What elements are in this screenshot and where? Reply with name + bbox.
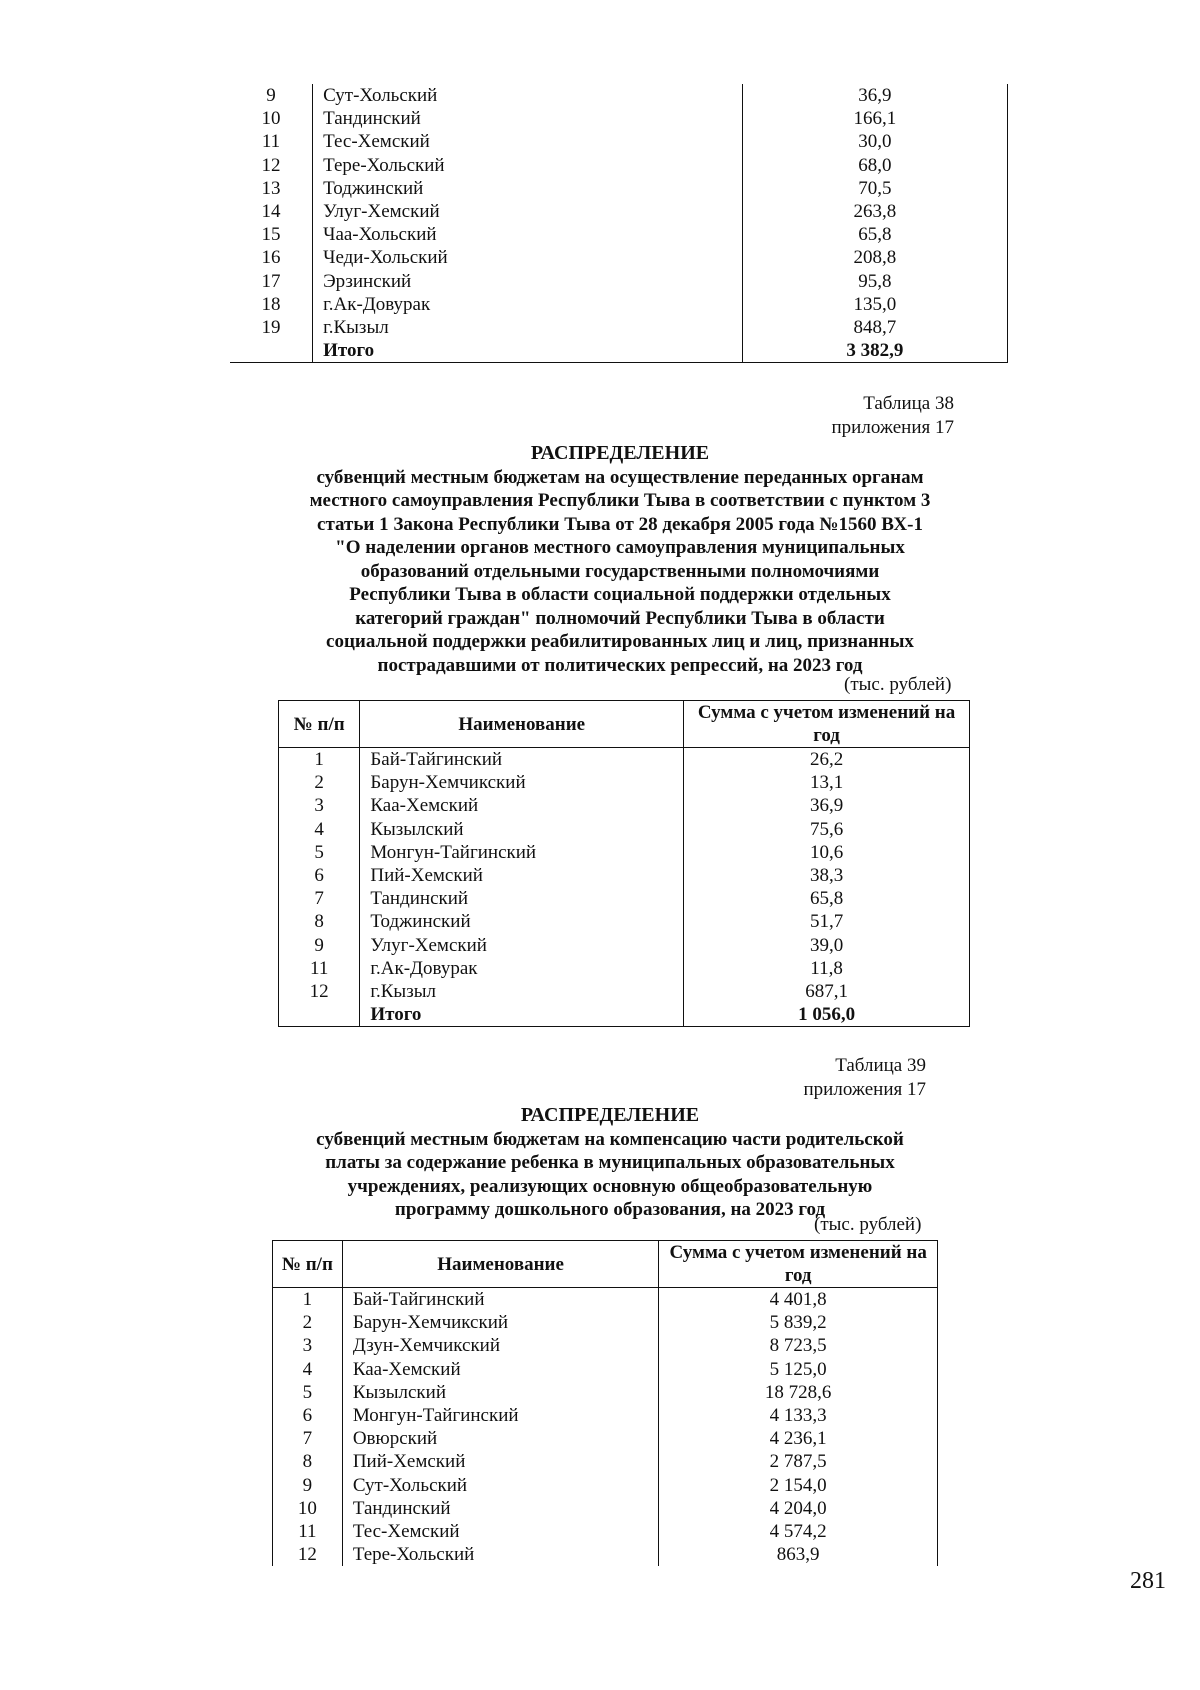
- continuation-row-number: 10: [261, 108, 281, 130]
- table38-row: [279, 794, 970, 817]
- table38-caption-number: Таблица 38: [863, 393, 954, 414]
- table38-subtitle-line: социальной поддержки реабилитированных лиц и лиц, признанных: [326, 631, 914, 652]
- table39-row-name: Кызылский: [342, 1381, 659, 1404]
- table39-row: [273, 1381, 938, 1404]
- table38-row-number: 3: [279, 794, 360, 817]
- continuation-row-value: 65,8: [742, 223, 1007, 246]
- table38-row-number: 12: [279, 980, 360, 1003]
- table39-row-value: 5 125,0: [659, 1358, 938, 1381]
- table39-row-number: 12: [273, 1543, 343, 1566]
- table38-row-value: 38,3: [809, 864, 844, 886]
- continuation-row: [230, 223, 1008, 246]
- table39-caption-appendix: приложения 17: [803, 1079, 926, 1100]
- table39-row: [273, 1450, 938, 1473]
- table39-body: [273, 1288, 938, 1567]
- page-number: 281: [1130, 1568, 1166, 1594]
- table38-row-name: г.Ак-Довурак: [360, 957, 684, 980]
- table39-row-value: 4 236,1: [659, 1427, 938, 1450]
- table39-row-name: Бай-Тайгинский: [342, 1288, 659, 1312]
- table39-row-number: 11: [273, 1520, 343, 1543]
- continuation-row-number: 18: [261, 293, 281, 315]
- table38-row: [279, 887, 970, 910]
- table39-row-name: Дзун-Хемчикский: [342, 1334, 659, 1357]
- table38-row-name: Каа-Хемский: [360, 794, 684, 817]
- continuation-total-row: [230, 339, 1008, 363]
- table38-row-number: 7: [279, 887, 360, 910]
- table39-row-value: 4 204,0: [659, 1497, 938, 1520]
- table39-row-number: 9: [273, 1474, 343, 1497]
- table39-row-name: Тес-Хемский: [342, 1520, 659, 1543]
- continuation-row-value: 95,8: [742, 270, 1007, 293]
- continuation-row-number: 15: [261, 224, 281, 246]
- continuation-row-name: Эрзинский: [313, 270, 743, 293]
- table38-total-empty: [279, 1003, 360, 1027]
- table39-caption-number: Таблица 39: [835, 1055, 926, 1076]
- table38-row-value: 26,2: [809, 749, 844, 770]
- table38-header-name: Наименование: [360, 701, 684, 748]
- continuation-row: [230, 154, 1008, 177]
- table39-row: [273, 1543, 938, 1566]
- table38-row: [279, 841, 970, 864]
- continuation-row-name: Сут-Хольский: [313, 84, 743, 107]
- continuation-row-value: 30,0: [742, 130, 1007, 153]
- continuation-row-name: г.Ак-Довурак: [313, 293, 743, 316]
- continuation-row: [230, 200, 1008, 223]
- table39-row-number: 8: [273, 1450, 343, 1473]
- continuation-row-number: 19: [261, 316, 281, 338]
- table38-row-name: Тандинский: [360, 887, 684, 910]
- table39-row-value: 18 728,6: [659, 1381, 938, 1404]
- table38-header-number: № п/п: [279, 701, 360, 748]
- continuation-row: [230, 246, 1008, 269]
- table39-row-number: 10: [273, 1497, 343, 1520]
- table38-row-name: Пий-Хемский: [360, 864, 684, 887]
- table39-row-name: Каа-Хемский: [342, 1358, 659, 1381]
- table38-row-number: 8: [279, 910, 360, 933]
- table39: [272, 1240, 938, 1566]
- table38-total-label: Итого: [360, 1003, 684, 1027]
- table38-subtitle-line: субвенций местным бюджетам на осуществление переданных органам: [316, 466, 924, 488]
- table38-subtitle-line: "О наделении органов местного самоуправления муниципальных: [335, 537, 905, 558]
- table38-header-row: [279, 701, 970, 748]
- table38-row-number: 11: [279, 957, 360, 980]
- table39-row-name: Тере-Хольский: [342, 1543, 659, 1566]
- table39-row-number: 5: [273, 1381, 343, 1404]
- table38-row-number: 5: [279, 841, 360, 864]
- table38-caption: [832, 392, 954, 440]
- table39-row-number: 6: [273, 1404, 343, 1427]
- table38-subtitle-line: Республики Тыва в области социальной поддержки отдельных: [349, 584, 891, 605]
- continuation-row: [230, 293, 1008, 316]
- table39-header-row: [273, 1241, 938, 1288]
- table38-total-row: [279, 1003, 970, 1027]
- table39-row: [273, 1288, 938, 1312]
- continuation-row-number: 12: [261, 154, 281, 176]
- continuation-row-value: 70,5: [742, 177, 1007, 200]
- continuation-row: [230, 84, 1008, 107]
- continuation-total-label: Итого: [313, 339, 743, 363]
- continuation-row-name: Тандинский: [313, 107, 743, 130]
- table39-row: [273, 1474, 938, 1497]
- table38-title: РАСПРЕДЕЛЕНИЕ: [530, 442, 710, 464]
- table38-row: [279, 864, 970, 887]
- table38-units: (тыс. рублей): [844, 674, 952, 695]
- table38-row-name: Монгун-Тайгинский: [360, 841, 684, 864]
- table38-subtitle-line: пострадавшими от политических репрессий, на 2023 год: [377, 654, 863, 676]
- table38-row: [279, 748, 970, 772]
- continuation-row-number: 13: [261, 177, 281, 199]
- table38-row-name: Бай-Тайгинский: [360, 748, 684, 772]
- table39-row-value: 863,9: [659, 1543, 938, 1566]
- table39-header-name: Наименование: [342, 1241, 659, 1288]
- continuation-row-name: Чеди-Хольский: [313, 246, 743, 269]
- table38-row-number: 1: [279, 748, 360, 772]
- table39-row-name: Тандинский: [342, 1497, 659, 1520]
- table39-row-name: Пий-Хемский: [342, 1450, 659, 1473]
- table39-header-sum: Сумма с учетом изменений на год: [659, 1241, 938, 1288]
- table38-row-value: 36,9: [809, 795, 844, 817]
- continuation-row-value: 36,9: [742, 84, 1007, 107]
- table39-row: [273, 1427, 938, 1450]
- table39-row-number: 4: [273, 1358, 343, 1381]
- continuation-row-name: г.Кызыл: [313, 316, 743, 339]
- table38-row-value: 11,8: [810, 957, 843, 979]
- table39-row-value: 2 787,5: [659, 1450, 938, 1473]
- table39-row-value: 2 154,0: [659, 1474, 938, 1497]
- table39-row: [273, 1334, 938, 1357]
- table38-row-value: 39,0: [809, 934, 844, 956]
- continuation-table: [230, 84, 1008, 363]
- continuation-row: [230, 107, 1008, 130]
- table39-units: (тыс. рублей): [814, 1214, 922, 1235]
- table38-row: [279, 934, 970, 957]
- table39-subtitle-line: программу дошкольного образования, на 2023 год: [394, 1199, 826, 1220]
- table38: [278, 700, 970, 1027]
- continuation-row-name: Тес-Хемский: [313, 130, 743, 153]
- table39-row-value: 4 401,8: [659, 1288, 938, 1312]
- table38-subtitle-line: категорий граждан" полномочий Республики Тыва в области: [355, 607, 885, 629]
- continuation-row-number: 14: [261, 200, 281, 222]
- table39-row: [273, 1311, 938, 1334]
- continuation-row: [230, 177, 1008, 200]
- table39-row-value: 4 574,2: [659, 1520, 938, 1543]
- continuation-row: [230, 130, 1008, 153]
- table38-total-value: 1 056,0: [798, 1004, 856, 1026]
- table38-row-name: Тоджинский: [360, 910, 684, 933]
- table38-row-name: г.Кызыл: [360, 980, 684, 1003]
- table39-row: [273, 1497, 938, 1520]
- continuation-row-value: 166,1: [742, 107, 1007, 130]
- table39-row: [273, 1358, 938, 1381]
- table39-header-number: № п/п: [273, 1241, 343, 1288]
- continuation-row-name: Чаа-Хольский: [313, 223, 743, 246]
- continuation-row-number: 9: [266, 85, 276, 106]
- table39-row-name: Сут-Хольский: [342, 1474, 659, 1497]
- continuation-total-empty: [230, 339, 313, 363]
- continuation-row-value: 848,7: [742, 316, 1007, 339]
- table39-row-value: 4 133,3: [659, 1404, 938, 1427]
- continuation-row-name: Тоджинский: [313, 177, 743, 200]
- table38-body: [279, 748, 970, 1027]
- table38-row: [279, 771, 970, 794]
- continuation-row-name: Тере-Хольский: [313, 154, 743, 177]
- table38-subtitle-line: статьи 1 Закона Республики Тыва от 28 декабря 2005 года №1560 ВХ-1: [317, 513, 923, 535]
- table39-row-name: Монгун-Тайгинский: [342, 1404, 659, 1427]
- table39-title: РАСПРЕДЕЛЕНИЕ: [520, 1104, 700, 1126]
- table38-row-number: 9: [279, 934, 360, 957]
- table39-row-value: 5 839,2: [659, 1311, 938, 1334]
- table38-row: [279, 957, 970, 980]
- continuation-row: [230, 270, 1008, 293]
- table39-row: [273, 1404, 938, 1427]
- table38-row-value: 10,6: [809, 841, 844, 863]
- table39-subtitle-line: субвенций местным бюджетам на компенсацию части родительской: [316, 1128, 904, 1150]
- table39-subtitle: [200, 1128, 1020, 1222]
- table39-row-name: Барун-Хемчикский: [342, 1311, 659, 1334]
- continuation-row-value: 68,0: [742, 154, 1007, 177]
- continuation-row-number: 16: [261, 247, 281, 269]
- table38-row-value: 65,8: [809, 888, 844, 910]
- table39-row-number: 7: [273, 1427, 343, 1450]
- table38-row-name: Улуг-Хемский: [360, 934, 684, 957]
- table38-row: [279, 818, 970, 841]
- table38-row-number: 6: [279, 864, 360, 887]
- table38-row: [279, 980, 970, 1003]
- table39-row-number: 3: [273, 1334, 343, 1357]
- table38-row-value: 13,1: [809, 772, 844, 794]
- table39-row-name: Овюрский: [342, 1427, 659, 1450]
- table39-caption: [804, 1054, 926, 1102]
- continuation-row-name: Улуг-Хемский: [313, 200, 743, 223]
- table38-caption-appendix: приложения 17: [831, 417, 954, 438]
- table38-row-number: 2: [279, 771, 360, 794]
- table38-row-number: 4: [279, 818, 360, 841]
- table38-subtitle: [230, 466, 1010, 678]
- table39-row: [273, 1520, 938, 1543]
- continuation-row-value: 135,0: [742, 293, 1007, 316]
- continuation-row: [230, 316, 1008, 339]
- table39-row-number: 1: [273, 1288, 343, 1312]
- table38-header-sum: Сумма с учетом изменений на год: [684, 701, 970, 748]
- table38-row-value: 75,6: [809, 818, 844, 840]
- table38-row-value: 51,7: [809, 911, 844, 933]
- table38-row: [279, 910, 970, 933]
- table38-subtitle-line: образований отдельными государственными полномочиями: [360, 560, 880, 582]
- continuation-row-number: 11: [261, 131, 281, 153]
- continuation-row-number: 17: [261, 270, 281, 292]
- table39-row-number: 2: [273, 1311, 343, 1334]
- table38-subtitle-line: местного самоуправления Республики Тыва в соответствии с пунктом 3: [309, 490, 931, 511]
- table39-subtitle-line: учреждениях, реализующих основную общеобразовательную: [347, 1175, 873, 1197]
- continuation-table-body: [230, 84, 1008, 363]
- continuation-row-value: 263,8: [742, 200, 1007, 223]
- table39-heading: [200, 1104, 1020, 1222]
- table38-row-name: Барун-Хемчикский: [360, 771, 684, 794]
- table38-row-value: 687,1: [805, 980, 848, 1002]
- table39-row-value: 8 723,5: [659, 1334, 938, 1357]
- continuation-row-value: 208,8: [742, 246, 1007, 269]
- table38-heading: [230, 442, 1010, 677]
- table38-row-name: Кызылский: [360, 818, 684, 841]
- continuation-total-value: 3 382,9: [742, 339, 1007, 363]
- table39-subtitle-line: платы за содержание ребенка в муниципальных образовательных: [325, 1152, 895, 1173]
